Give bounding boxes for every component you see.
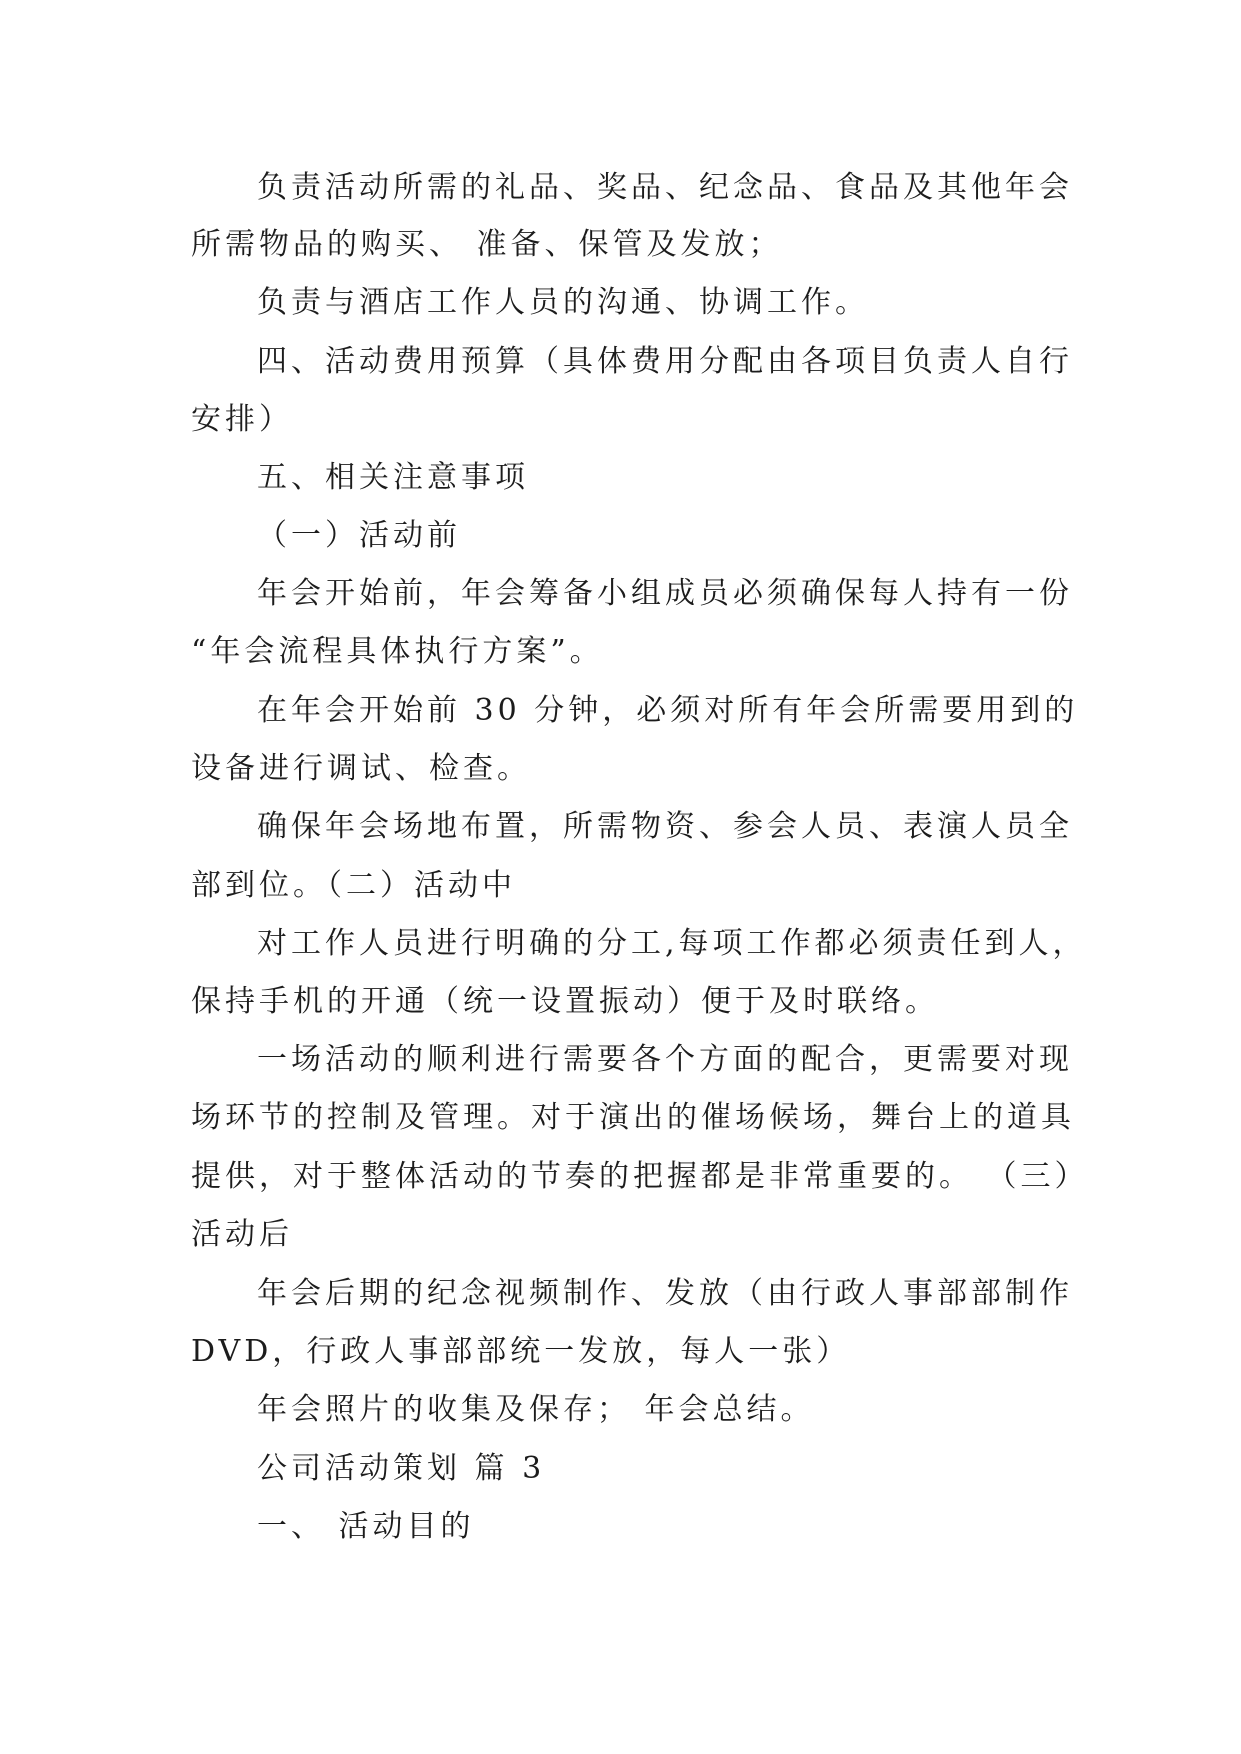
paragraph-line: DVD，行政人事部部统一发放，每人一张） [191, 1334, 851, 1369]
paragraph-line: 年会照片的收集及保存； 年会总结。 [257, 1392, 815, 1427]
section-heading: 一、 活动目的 [257, 1509, 475, 1544]
article-title: 公司活动策划 篇 3 [257, 1451, 546, 1486]
paragraph-line: 在年会开始前 30 分钟，必须对所有年会所需要用到的 [257, 693, 1079, 728]
paragraph-line: 对工作人员进行明确的分工,每项工作都必须责任到人， [257, 926, 1087, 961]
section-heading: 安排） [191, 402, 293, 437]
paragraph-line: “年会流程具体执行方案”。 [191, 634, 604, 669]
section-heading: 四、活动费用预算（具体费用分配由各项目负责人自行 [257, 344, 1073, 379]
paragraph-line: 提供，对于整体活动的节奏的把握都是非常重要的。 （三） [191, 1159, 1089, 1194]
paragraph-line: 场环节的控制及管理。对于演出的催场候场，舞台上的道具 [191, 1100, 1075, 1135]
paragraph-line: 部到位。（二）活动中 [191, 868, 516, 903]
section-heading: 五、相关注意事项 [257, 460, 529, 495]
paragraph-line: 负责与酒店工作人员的沟通、协调工作。 [257, 285, 869, 320]
paragraph-line: 负责活动所需的礼品、奖品、纪念品、食品及其他年会 [257, 170, 1073, 205]
paragraph-line: 所需物品的购买、 准备、保管及发放； [191, 227, 783, 262]
paragraph-line: 设备进行调试、检查。 [191, 751, 531, 786]
paragraph-line: 年会后期的纪念视频制作、发放（由行政人事部部制作 [257, 1276, 1073, 1311]
subsection-heading: （一）活动前 [257, 518, 461, 553]
paragraph-line: 一场活动的顺利进行需要各个方面的配合，更需要对现 [257, 1042, 1073, 1077]
paragraph-line: 活动后 [191, 1217, 293, 1252]
paragraph-line: 保持手机的开通（统一设置振动）便于及时联络。 [191, 984, 939, 1019]
paragraph-line: 确保年会场地布置，所需物资、参会人员、表演人员全 [257, 809, 1073, 844]
paragraph-line: 年会开始前，年会筹备小组成员必须确保每人持有一份 [257, 576, 1073, 611]
